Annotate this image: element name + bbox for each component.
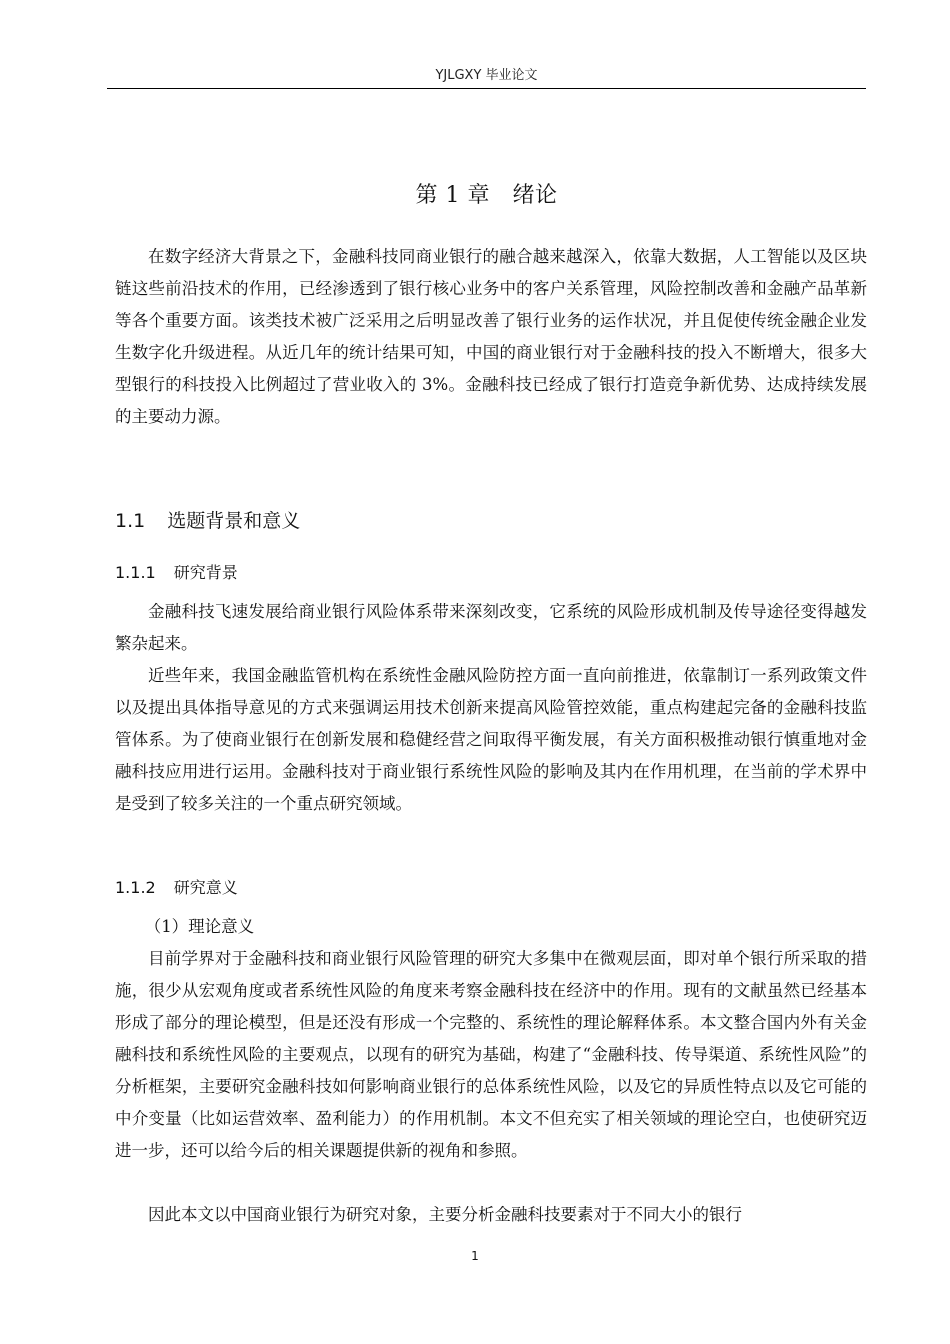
section-number: 1.1 bbox=[115, 510, 146, 532]
paragraph: 近些年来，我国金融监管机构在系统性金融风险防控方面一直向前推进，依靠制订一系列政策文件以及提出具体指导意见的方式来强调运用技术创新来提高风险管控效能，重点构建起完备的金融科技监管体系。为了使商业银行在创新发展和稳健经营之间取得平衡发展，有关方面积极推动银行慎重地对金融科技应用进行运用。金融科技对于商业银行系统性风险的影响及其内在作用机理，在当前的学术界中是受到了较多关注的一个重点研究领域。 bbox=[115, 666, 867, 813]
section-title: 研究意义 bbox=[173, 878, 238, 897]
paragraph: 金融科技飞速发展给商业银行风险体系带来深刻改变，它系统的风险形成机制及传导途径变得越发繁杂起来。 bbox=[115, 602, 867, 653]
intro-paragraph: 在数字经济大背景之下，金融科技同商业银行的融合越来越深入，依靠大数据，人工智能以及区块链这些前沿技术的作用，已经渗透到了银行核心业务中的客户关系管理，风险控制改善和金融产品革新等各个重要方面。该类技术被广泛采用之后明显改善了银行业务的运作状况，并且促使传统金融企业发生数字化升级进程。从近几年的统计结果可知，中国的商业银行对于金融科技的投入不断增大，很多大型银行的科技投入比例超过了营业收入的 3%。金融科技已经成了银行打造竞争新优势、达成持续发展的主要动力源。 bbox=[115, 247, 867, 426]
page-header: YJLGXY 毕业论文 bbox=[435, 68, 538, 83]
section-title: 研究背景 bbox=[173, 563, 238, 582]
chapter-title: 第 1 章 绪论 bbox=[415, 183, 558, 208]
section-heading-1-1-2 bbox=[115, 875, 238, 898]
subheading-theory: （1）理论意义 bbox=[144, 917, 255, 936]
paragraph: 因此本文以中国商业银行为研究对象，主要分析金融科技要素对于不同大小的银行 bbox=[148, 1205, 742, 1224]
section-heading-1-1 bbox=[115, 506, 300, 533]
paragraph: 目前学界对于金融科技和商业银行风险管理的研究大多集中在微观层面，即对单个银行所采取的措施，很少从宏观角度或者系统性风险的角度来考察金融科技在经济中的作用。现有的文献虽然已经基本形成了部分的理论模型，但是还没有形成一个完整的、系统性的理论解释体系。本文整合国内外有关金融科技和系统性风险的主要观点，以现有的研究为基础，构建了“金融科技、传导渠道、系统性风险”的分析框架，主要研究金融科技如何影响商业银行的总体系统性风险，以及它的异质性特点以及它可能的中介变量（比如运营效率、盈利能力）的作用机制。本文不但充实了相关领域的理论空白，也使研究迈进一步，还可以给今后的相关课题提供新的视角和参照。 bbox=[115, 949, 867, 1160]
section-heading-1-1-1 bbox=[115, 560, 238, 583]
section-number: 1.1.2 bbox=[115, 878, 156, 897]
page-number: 1 bbox=[471, 1249, 479, 1263]
section-title: 选题背景和意义 bbox=[167, 510, 301, 532]
header-divider bbox=[107, 88, 866, 89]
section-number: 1.1.1 bbox=[115, 563, 156, 582]
